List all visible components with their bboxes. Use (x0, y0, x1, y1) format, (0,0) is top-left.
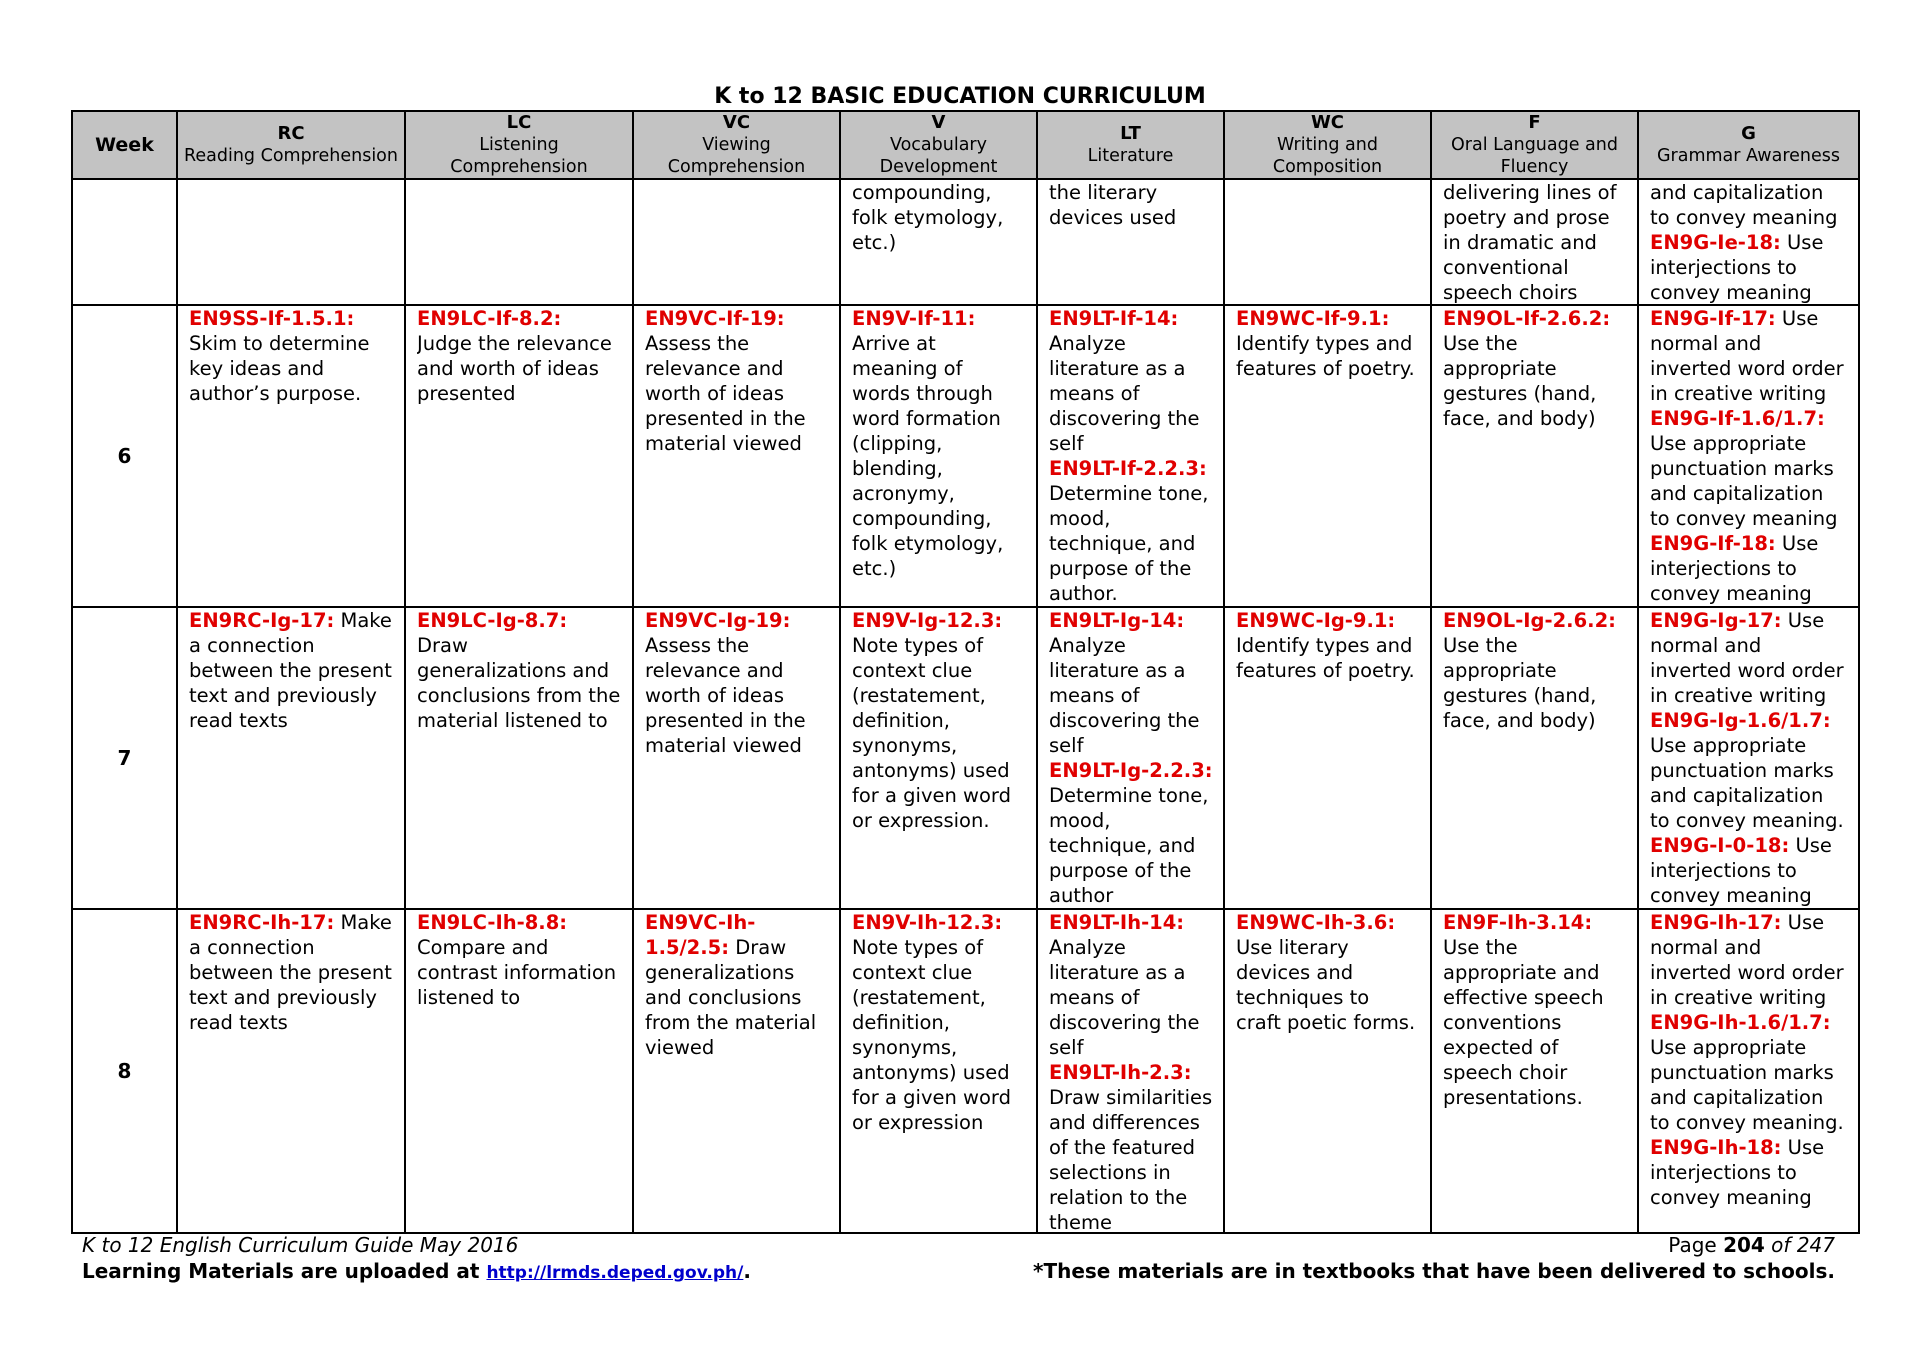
competency-text: Use the appropriate gestures (hand, face, and body) (1443, 634, 1597, 732)
competency-cell (1224, 179, 1431, 305)
column-header-f (1431, 111, 1638, 179)
competency-text: Use interjections to convey meaning (1650, 834, 1832, 907)
competency-code: EN9LC-Ig-8.7: (417, 609, 568, 632)
competency-text: Determine tone, mood, technique, and purpose of the author. (1049, 482, 1209, 605)
competency-cell (1037, 607, 1224, 909)
competency-text: Use the appropriate gestures (hand, face, and body) (1443, 332, 1597, 430)
competency-entry (852, 180, 1026, 255)
competency-entry (189, 910, 394, 1035)
competency-code: EN9OL-Ig-2.6.2: (1443, 609, 1616, 632)
competency-cell (1431, 179, 1638, 305)
competency-code: EN9LT-Ig-14: (1049, 609, 1185, 632)
competency-code: EN9G-Ih-1.6/1.7: (1650, 1011, 1831, 1034)
competency-cell (1638, 179, 1859, 305)
competency-text: compounding, folk etymology, etc.) (852, 181, 1004, 254)
competency-text: Assess the relevance and worth of ideas presented in the material viewed (645, 634, 806, 757)
page-number: 204 (1723, 1233, 1765, 1257)
page-total: of 247 (1764, 1233, 1835, 1257)
competency-entry (1650, 531, 1848, 606)
competency-code: EN9LT-If-14: (1049, 307, 1179, 330)
competency-entry (1443, 180, 1627, 304)
competency-code: EN9LT-Ig-2.2.3: (1049, 759, 1213, 782)
column-label: Oral Language and Fluency (1451, 135, 1618, 177)
competency-code: EN9RC-Ih-17: (189, 911, 335, 934)
competency-cell (1224, 909, 1431, 1233)
competency-cell (1431, 305, 1638, 607)
competency-code: EN9LT-If-2.2.3: (1049, 457, 1207, 480)
competency-entry (1650, 608, 1848, 708)
competency-code: EN9G-I-0-18: (1650, 834, 1790, 857)
week-row (72, 607, 1859, 909)
competency-entry (1049, 910, 1213, 1060)
competency-text: Draw generalizations and conclusions from the material viewed (645, 936, 817, 1059)
week-number (72, 179, 177, 305)
column-code: LT (1120, 123, 1141, 144)
document-title: K to 12 BASIC EDUCATION CURRICULUM (714, 84, 1206, 109)
competency-text: delivering lines of poetry and prose in dramatic and conventional speech choirs (1443, 181, 1617, 304)
week-number: 6 (72, 305, 177, 607)
competency-code: EN9LT-Ih-2.3: (1049, 1061, 1192, 1084)
curriculum-guide-note: K to 12 English Curriculum Guide May 2016 (82, 1233, 519, 1257)
week-row (72, 179, 1859, 305)
page-prefix: Page (1668, 1233, 1724, 1257)
competency-entry (1650, 406, 1848, 531)
column-code: V (931, 112, 946, 133)
column-header-lt (1037, 111, 1224, 179)
competency-code: EN9V-Ih-12.3: (852, 911, 1003, 934)
week-column-header: Week (72, 111, 177, 179)
competency-entry (1443, 608, 1627, 733)
competency-cell (177, 607, 405, 909)
table-header-row (72, 111, 1859, 179)
competency-cell (1037, 305, 1224, 607)
competency-entry (852, 910, 1026, 1135)
competency-text: Use appropriate punctuation marks and capitalization to convey meaning. (1650, 734, 1844, 832)
competency-text: Use normal and inverted word order in creative writing (1650, 911, 1844, 1009)
learning-materials-note (82, 1259, 751, 1285)
competency-entry (189, 608, 394, 733)
competency-entry (1049, 608, 1213, 758)
competency-entry (852, 306, 1026, 581)
competency-cell (1638, 607, 1859, 909)
competency-entry (1049, 1060, 1213, 1232)
competency-entry (417, 306, 622, 406)
competency-entry (1650, 230, 1848, 304)
textbooks-note: *These materials are in textbooks that have been delivered to schools. (1033, 1259, 1835, 1283)
competency-text: Draw generalizations and conclusions from the material listened to (417, 634, 621, 732)
competency-cell (840, 607, 1037, 909)
column-code: VC (722, 112, 751, 133)
competency-code: EN9G-If-18: (1650, 532, 1776, 555)
competency-entry (1236, 306, 1420, 381)
competency-entry (1650, 1010, 1848, 1135)
competency-text: Skim to determine key ideas and author’s purpose. (189, 332, 370, 405)
competency-code: EN9V-Ig-12.3: (852, 609, 1003, 632)
curriculum-table (71, 110, 1860, 1234)
competency-entry (1650, 833, 1848, 908)
competency-code: EN9VC-Ig-19: (645, 609, 791, 632)
competency-code: EN9VC-If-19: (645, 307, 785, 330)
competency-entry (1650, 1135, 1848, 1210)
competency-cell (1037, 909, 1224, 1233)
column-label: Literature (1087, 146, 1174, 166)
column-label: Reading Comprehension (184, 146, 398, 166)
competency-text: Use interjections to convey meaning (1650, 1136, 1825, 1209)
competency-cell (405, 607, 633, 909)
competency-entry (1443, 910, 1627, 1110)
week-number: 8 (72, 909, 177, 1233)
competency-code: EN9OL-If-2.6.2: (1443, 307, 1611, 330)
column-code: G (1741, 123, 1756, 144)
column-code: WC (1310, 112, 1345, 133)
column-label: Viewing Comprehension (667, 135, 806, 177)
competency-cell (1638, 305, 1859, 607)
competency-cell (633, 305, 840, 607)
competency-entry (1049, 456, 1213, 606)
competency-code: EN9RC-Ig-17: (189, 609, 335, 632)
competency-cell (177, 909, 405, 1233)
column-label: Vocabulary Development (879, 135, 998, 177)
competency-entry (645, 608, 829, 758)
competency-code: EN9WC-Ig-9.1: (1236, 609, 1396, 632)
competency-entry (1650, 306, 1848, 406)
competency-cell (1431, 607, 1638, 909)
competency-code: EN9G-Ig-17: (1650, 609, 1782, 632)
competency-code: EN9V-If-11: (852, 307, 976, 330)
competency-cell (633, 607, 840, 909)
column-header-v (840, 111, 1037, 179)
competency-cell (633, 179, 840, 305)
competency-entry (1443, 306, 1627, 431)
competency-text: Identify types and features of poetry. (1236, 332, 1415, 380)
competency-text: Assess the relevance and worth of ideas presented in the material viewed (645, 332, 806, 455)
competency-code: EN9G-Ie-18: (1650, 231, 1781, 254)
competency-code: EN9G-Ih-18: (1650, 1136, 1782, 1159)
competency-text: the literary devices used (1049, 181, 1177, 229)
competency-text: Draw similarities and differences of the featured selections in relation to the theme (1049, 1086, 1213, 1232)
competency-cell (177, 305, 405, 607)
competency-code: EN9G-If-17: (1650, 307, 1776, 330)
competency-text: Make a connection between the present text and previously read texts (189, 911, 392, 1034)
competency-entry (1650, 180, 1848, 230)
competency-entry (645, 306, 829, 456)
week-number: 7 (72, 607, 177, 909)
competency-code: EN9SS-If-1.5.1: (189, 307, 355, 330)
competency-code: EN9VC-Ih-1.5/2.5: (645, 911, 756, 959)
competency-entry (1049, 180, 1213, 230)
competency-cell (1431, 909, 1638, 1233)
competency-text: Use appropriate punctuation marks and capitalization to convey meaning (1650, 432, 1838, 530)
competency-text: Determine tone, mood, technique, and purpose of the author (1049, 784, 1209, 907)
competency-cell (1638, 909, 1859, 1233)
competency-text: Analyze literature as a means of discovering the self (1049, 332, 1200, 455)
competency-code: EN9F-Ih-3.14: (1443, 911, 1593, 934)
competency-text: Arrive at meaning of words through word formation (clipping, blending, acronymy, compounding, folk etymology, etc.) (852, 332, 1004, 580)
column-header-vc (633, 111, 840, 179)
page-indicator (1668, 1233, 1835, 1257)
competency-entry (1236, 608, 1420, 683)
competency-text: Use interjections to convey meaning (1650, 532, 1819, 605)
competency-text: Note types of context clue (restatement, definition, synonyms, antonyms) used for a given word or expression (852, 936, 1011, 1134)
materials-end: . (743, 1259, 751, 1283)
competency-entry (1049, 758, 1213, 908)
table-body (72, 179, 1859, 1233)
lrmds-link[interactable]: http://lrmds.deped.gov.ph/ (486, 1263, 744, 1283)
competency-text: Use normal and inverted word order in creative writing (1650, 307, 1844, 405)
competency-entry (189, 306, 394, 406)
competency-text: Compare and contrast information listened to (417, 936, 617, 1009)
column-code: RC (277, 123, 305, 144)
competency-text: Note types of context clue (restatement, definition, synonyms, antonyms) used for a given word or expression. (852, 634, 1011, 832)
competency-text: Make a connection between the present text and previously read texts (189, 609, 392, 732)
column-label: Listening Comprehension (450, 135, 588, 177)
competency-text: Analyze literature as a means of discovering the self (1049, 634, 1200, 757)
competency-cell (840, 179, 1037, 305)
competency-cell (405, 909, 633, 1233)
competency-entry (417, 608, 622, 733)
column-code: LC (506, 112, 532, 133)
competency-code: EN9WC-Ih-3.6: (1236, 911, 1396, 934)
competency-cell (633, 909, 840, 1233)
competency-code: EN9G-Ih-17: (1650, 911, 1782, 934)
competency-code: EN9LT-Ih-14: (1049, 911, 1185, 934)
competency-entry (1049, 306, 1213, 456)
competency-text: Use the appropriate and effective speech conventions expected of speech choir presentations. (1443, 936, 1604, 1109)
competency-text: Use interjections to convey meaning (1650, 231, 1824, 304)
column-header-lc (405, 111, 633, 179)
competency-code: EN9G-Ig-1.6/1.7: (1650, 709, 1831, 732)
competency-entry (1236, 910, 1420, 1035)
competency-text: Use appropriate punctuation marks and capitalization to convey meaning. (1650, 1036, 1844, 1134)
column-label: Writing and Composition (1272, 135, 1383, 177)
competency-cell (1224, 607, 1431, 909)
competency-text: and capitalization to convey meaning (1650, 181, 1838, 229)
competency-cell (840, 305, 1037, 607)
competency-code: EN9WC-If-9.1: (1236, 307, 1390, 330)
competency-text: Use literary devices and techniques to craft poetic forms. (1236, 936, 1416, 1034)
materials-text: Learning Materials are uploaded at (82, 1259, 487, 1283)
competency-text: Judge the relevance and worth of ideas presented (417, 332, 612, 405)
column-header-wc (1224, 111, 1431, 179)
competency-entry (1650, 910, 1848, 1010)
competency-text: Use normal and inverted word order in creative writing (1650, 609, 1844, 707)
competency-cell (405, 179, 633, 305)
competency-entry (852, 608, 1026, 833)
competency-text: Identify types and features of poetry. (1236, 634, 1415, 682)
competency-entry (1650, 708, 1848, 833)
competency-cell (1224, 305, 1431, 607)
competency-cell (405, 305, 633, 607)
column-label: Grammar Awareness (1656, 146, 1841, 166)
column-header-g (1638, 111, 1859, 179)
competency-code: EN9G-If-1.6/1.7: (1650, 407, 1825, 430)
competency-code: EN9LC-If-8.2: (417, 307, 562, 330)
column-code: F (1528, 112, 1541, 133)
competency-text: Analyze literature as a means of discovering the self (1049, 936, 1200, 1059)
column-header-rc (177, 111, 405, 179)
competency-entry (645, 910, 829, 1060)
competency-cell (1037, 179, 1224, 305)
competency-cell (177, 179, 405, 305)
competency-entry (417, 910, 622, 1010)
week-row (72, 305, 1859, 607)
competency-code: EN9LC-Ih-8.8: (417, 911, 568, 934)
week-row (72, 909, 1859, 1233)
competency-cell (840, 909, 1037, 1233)
